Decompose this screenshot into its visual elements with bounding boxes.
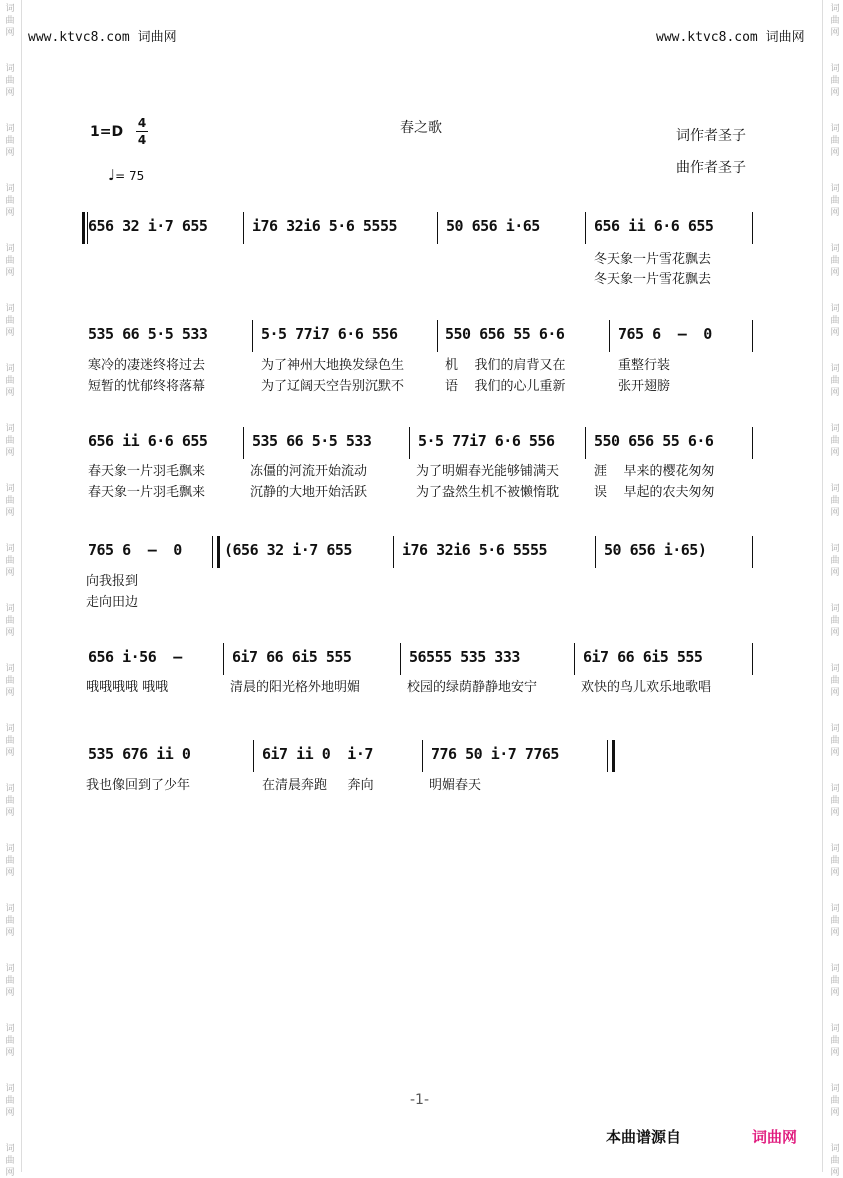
- watermark-char: 网: [5, 208, 15, 218]
- watermark-char: 网: [5, 928, 15, 938]
- watermark-char: 词: [5, 544, 15, 554]
- lyric-line: 我也像回到了少年: [86, 778, 191, 793]
- watermark-char: 曲: [5, 736, 15, 746]
- watermark-char: 词: [830, 904, 840, 914]
- song-title: 春之歌: [400, 120, 442, 136]
- lyric-line: 哦哦哦哦 哦哦: [86, 680, 169, 695]
- watermark-char: 网: [830, 88, 840, 98]
- page-number: -1-: [410, 1092, 430, 1108]
- tempo-marking: [108, 166, 144, 184]
- lyric-line: 短暂的忧郁终将落幕: [88, 379, 206, 394]
- watermark-char: 网: [5, 1108, 15, 1118]
- source-site-logo: 词曲网: [752, 1128, 798, 1146]
- watermark-char: 曲: [830, 856, 840, 866]
- watermark-char: 曲: [5, 1096, 15, 1106]
- watermark-char: 网: [830, 388, 840, 398]
- lyric-line: 机 我们的肩背又在: [445, 358, 566, 373]
- header-site-right: www.ktvc8.com 词曲网: [656, 30, 805, 45]
- lyric-line: 冻僵的河流开始流动: [250, 464, 368, 479]
- watermark-char: 曲: [5, 976, 15, 986]
- watermark-char: 曲: [830, 976, 840, 986]
- measure: 656 ii 6·6 655: [594, 217, 714, 235]
- lyric-line: 重整行装: [618, 358, 671, 373]
- quarter-note-icon: ♩: [108, 166, 116, 184]
- watermark-char: 词: [830, 184, 840, 194]
- watermark-char: 网: [830, 928, 840, 938]
- watermark-char: 网: [830, 328, 840, 338]
- lyric-line: 张开翅膀: [618, 379, 671, 394]
- watermark-char: 网: [5, 328, 15, 338]
- watermark-char: 曲: [830, 1096, 840, 1106]
- watermark-char: 曲: [830, 76, 840, 86]
- watermark-char: 词: [830, 304, 840, 314]
- time-signature: [136, 116, 148, 147]
- watermark-char: 网: [830, 688, 840, 698]
- watermark-char: 词: [830, 784, 840, 794]
- watermark-char: 曲: [5, 856, 15, 866]
- watermark-char: 词: [830, 4, 840, 14]
- watermark-char: 曲: [830, 616, 840, 626]
- watermark-char: 曲: [5, 376, 15, 386]
- watermark-char: 网: [5, 28, 15, 38]
- watermark-char: 网: [5, 388, 15, 398]
- lyric-line: 向我报到: [86, 574, 139, 589]
- watermark-char: 曲: [5, 676, 15, 686]
- watermark-char: 曲: [5, 556, 15, 566]
- composer: 曲作者圣子: [676, 160, 746, 176]
- lyric-line: 为了神州大地换发绿色生: [261, 358, 405, 373]
- watermark-char: 网: [830, 988, 840, 998]
- lyric-line: 走向田边: [86, 595, 139, 610]
- watermark-char: 词: [5, 64, 15, 74]
- measure: 50 656 i·65): [604, 541, 707, 559]
- lyric-line: 春天象一片羽毛飘来: [88, 464, 206, 479]
- watermark-char: 曲: [5, 1036, 15, 1046]
- watermark-char: 曲: [830, 736, 840, 746]
- measure: 765 6 – 0: [88, 541, 182, 559]
- measure: i76 32i6 5·6 5555: [252, 217, 398, 235]
- watermark-char: 词: [5, 424, 15, 434]
- watermark-char: 曲: [830, 796, 840, 806]
- measure: 656 i·56 –: [88, 648, 182, 666]
- source-label: 本曲谱源自: [606, 1128, 682, 1146]
- watermark-char: 网: [830, 1048, 840, 1058]
- watermark-char: 词: [830, 244, 840, 254]
- measure: 776 50 i·7 7765: [431, 745, 559, 763]
- lyric-line: 语 我们的心儿重新: [445, 379, 566, 394]
- lyric-line: 校园的绿荫静静地安宁: [407, 680, 538, 695]
- watermark-char: 网: [5, 1168, 15, 1178]
- watermark-char: 网: [830, 628, 840, 638]
- watermark-char: 词: [830, 1084, 840, 1094]
- watermark-char: 网: [5, 88, 15, 98]
- lyric-line: 涯 早来的樱花匆匆: [594, 464, 715, 479]
- lyric-line: 误 早起的农夫匆匆: [594, 485, 715, 500]
- watermark-char: 词: [5, 964, 15, 974]
- watermark-char: 词: [830, 544, 840, 554]
- watermark-char: 词: [5, 4, 15, 14]
- watermark-char: 词: [830, 1024, 840, 1034]
- watermark-char: 网: [830, 508, 840, 518]
- watermark-char: 网: [830, 148, 840, 158]
- watermark-char: 曲: [5, 496, 15, 506]
- watermark-char: 词: [5, 124, 15, 134]
- watermark-char: 词: [830, 424, 840, 434]
- watermark-char: 词: [5, 484, 15, 494]
- watermark-char: 曲: [830, 496, 840, 506]
- watermark-char: 词: [830, 724, 840, 734]
- watermark-char: 网: [5, 508, 15, 518]
- watermark-char: 曲: [830, 436, 840, 446]
- watermark-char: 曲: [5, 316, 15, 326]
- measure: (656 32 i·7 655: [224, 541, 352, 559]
- lyric-line: 清晨的阳光格外地明媚: [230, 680, 361, 695]
- key-signature: 1=D: [90, 124, 124, 140]
- watermark-char: 曲: [5, 16, 15, 26]
- lyric-line: 为了明媚春光能够铺满天: [416, 464, 560, 479]
- watermark-char: 曲: [830, 1156, 840, 1166]
- watermark-char: 词: [5, 1144, 15, 1154]
- measure: 656 ii 6·6 655: [88, 432, 208, 450]
- measure: 5·5 77i7 6·6 556: [261, 325, 398, 343]
- watermark-char: 词: [5, 1084, 15, 1094]
- watermark-char: 曲: [830, 676, 840, 686]
- measure: 765 6 – 0: [618, 325, 712, 343]
- measure: 550 656 55 6·6: [445, 325, 565, 343]
- watermark-char: 词: [830, 844, 840, 854]
- watermark-char: 词: [5, 244, 15, 254]
- watermark-char: 词: [830, 1144, 840, 1154]
- watermark-char: 曲: [5, 196, 15, 206]
- lyric-line: 冬天象一片雪花飘去: [594, 252, 712, 267]
- measure: 6i7 66 6i5 555: [583, 648, 703, 666]
- lyric-line: 春天象一片羽毛飘来: [88, 485, 206, 500]
- watermark-char: 词: [5, 844, 15, 854]
- watermark-char: 曲: [830, 316, 840, 326]
- watermark-char: 词: [5, 1024, 15, 1034]
- measure: 6i7 ii 0 i·7: [262, 745, 373, 763]
- right-watermark-strip: [827, 0, 843, 1178]
- watermark-char: 曲: [830, 256, 840, 266]
- lyric-line: 欢快的鸟儿欢乐地歌唱: [581, 680, 712, 695]
- header-site-left: www.ktvc8.com 词曲网: [28, 30, 177, 45]
- time-top: 4: [137, 116, 147, 130]
- watermark-char: 词: [830, 484, 840, 494]
- lyric-line: 在清晨奔跑 奔向: [262, 778, 374, 793]
- measure: 535 66 5·5 533: [88, 325, 208, 343]
- watermark-char: 网: [830, 868, 840, 878]
- lyric-line: 为了盎然生机不被懒惰耽: [416, 485, 560, 500]
- measure: 535 66 5·5 533: [252, 432, 372, 450]
- lyric-line: 明媚春天: [429, 778, 482, 793]
- watermark-char: 网: [5, 748, 15, 758]
- measure: 6i7 66 6i5 555: [232, 648, 352, 666]
- watermark-char: 网: [5, 988, 15, 998]
- watermark-char: 网: [830, 748, 840, 758]
- watermark-char: 词: [5, 904, 15, 914]
- watermark-char: 曲: [830, 1036, 840, 1046]
- watermark-char: 曲: [830, 196, 840, 206]
- lyric-line: 寒冷的凄迷终将过去: [88, 358, 206, 373]
- watermark-char: 曲: [830, 556, 840, 566]
- watermark-char: 网: [830, 1108, 840, 1118]
- watermark-char: 词: [830, 964, 840, 974]
- watermark-char: 网: [830, 208, 840, 218]
- watermark-char: 曲: [830, 916, 840, 926]
- watermark-char: 词: [5, 724, 15, 734]
- watermark-char: 网: [5, 148, 15, 158]
- watermark-char: 词: [5, 664, 15, 674]
- watermark-char: 曲: [5, 436, 15, 446]
- left-watermark-strip: [2, 0, 18, 1178]
- lyric-line: 冬天象一片雪花飘去: [594, 272, 712, 287]
- watermark-char: 曲: [5, 916, 15, 926]
- watermark-char: 曲: [5, 616, 15, 626]
- watermark-char: 网: [830, 808, 840, 818]
- right-margin-line: [822, 0, 823, 1172]
- watermark-char: 曲: [5, 796, 15, 806]
- measure: i76 32i6 5·6 5555: [402, 541, 548, 559]
- watermark-char: 词: [830, 664, 840, 674]
- watermark-char: 曲: [5, 76, 15, 86]
- watermark-char: 曲: [830, 136, 840, 146]
- watermark-char: 网: [5, 808, 15, 818]
- watermark-char: 词: [5, 604, 15, 614]
- watermark-char: 词: [5, 364, 15, 374]
- watermark-char: 网: [830, 268, 840, 278]
- measure: 56555 535 333: [409, 648, 520, 666]
- watermark-char: 网: [830, 568, 840, 578]
- watermark-char: 词: [830, 364, 840, 374]
- watermark-char: 词: [5, 304, 15, 314]
- lyric-line: 沉静的大地开始活跃: [250, 485, 368, 500]
- watermark-char: 词: [5, 784, 15, 794]
- watermark-char: 网: [5, 268, 15, 278]
- measure: 656 32 i·7 655: [88, 217, 208, 235]
- watermark-char: 网: [5, 628, 15, 638]
- measure: 5·5 77i7 6·6 556: [418, 432, 555, 450]
- watermark-char: 曲: [5, 136, 15, 146]
- watermark-char: 曲: [5, 256, 15, 266]
- watermark-char: 网: [5, 568, 15, 578]
- watermark-char: 网: [5, 448, 15, 458]
- lyric-line: 为了辽阔天空告别沉默不: [261, 379, 405, 394]
- watermark-char: 词: [830, 64, 840, 74]
- measure: 535 676 ii 0: [88, 745, 191, 763]
- measure: 550 656 55 6·6: [594, 432, 714, 450]
- watermark-char: 词: [830, 124, 840, 134]
- measure: 50 656 i·65: [446, 217, 540, 235]
- watermark-char: 网: [5, 1048, 15, 1058]
- tempo-value: = 75: [115, 169, 145, 183]
- watermark-char: 曲: [5, 1156, 15, 1166]
- watermark-char: 词: [830, 604, 840, 614]
- watermark-char: 网: [830, 28, 840, 38]
- watermark-char: 网: [5, 868, 15, 878]
- lyricist: 词作者圣子: [676, 128, 746, 144]
- watermark-char: 曲: [830, 376, 840, 386]
- watermark-char: 网: [830, 1168, 840, 1178]
- watermark-char: 网: [5, 688, 15, 698]
- left-margin-line: [21, 0, 22, 1172]
- watermark-char: 曲: [830, 16, 840, 26]
- watermark-char: 网: [830, 448, 840, 458]
- time-bottom: 4: [137, 133, 147, 147]
- watermark-char: 词: [5, 184, 15, 194]
